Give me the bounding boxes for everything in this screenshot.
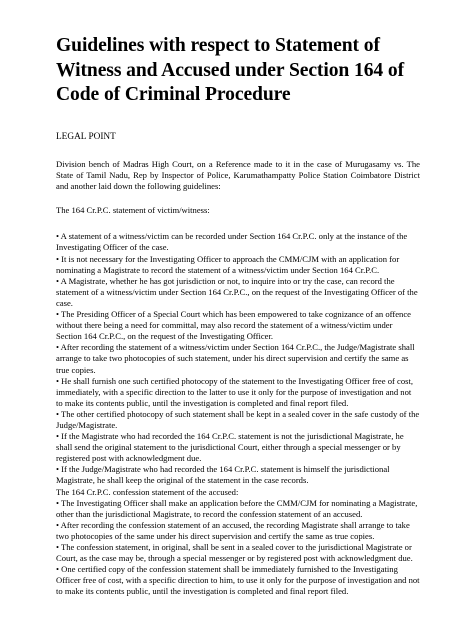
- witness-guidelines-list: [56, 231, 420, 486]
- list-item: • If the Judge/Magistrate who had recorded the 164 Cr.P.C. statement is himself the jurisdictional Magistrate, he shall keep the original of the statement in the case records.: [56, 464, 390, 486]
- list-item: • One certified copy of the confession statement shall be immediately furnished to the Investigating Officer free of cost, with a specific direction to him, to use it only for the purpose of investigation and not to make its contents public, until the investigation is completed and final report filed.: [56, 564, 420, 597]
- category-label: LEGAL POINT: [56, 131, 116, 142]
- witness-section-heading: The 164 Cr.P.C. statement of victim/witness:: [56, 205, 210, 216]
- accused-guidelines-list: [56, 498, 420, 598]
- list-item: • The Investigating Officer shall make an application before the CMM/CJM for nominating a Magistrate, other than the jurisdictional Magistrate, to record the confession statement of an accused.: [56, 497, 418, 519]
- list-item: • After recording the confession statement of an accused, the recording Magistrate shall arrange to take two photocopies of the same under his direct supervision and certify the same as true copies.: [56, 519, 410, 541]
- accused-section-heading: The 164 Cr.P.C. confession statement of the accused:: [56, 486, 239, 497]
- document-title: Guidelines with respect to Statement of Witness and Accused under Section 164 of Code of Criminal Procedure: [56, 35, 405, 105]
- list-item: • A Magistrate, whether he has got jurisdiction or not, to inquire into or try the case, can record the statement of a witness/victim under Section 164 Cr.P.C., on the request of the Investigating Officer of the case.: [56, 275, 418, 308]
- list-item: • It is not necessary for the Investigating Officer to approach the CMM/CJM with an application for nominating a Magistrate to record the statement of a witness/victim under Section 164 Cr.P.C.: [56, 253, 400, 275]
- list-item: • He shall furnish one such certified photocopy of the statement to the Investigating Officer free of cost, immediately, with a specific direction to the latter to use it only for the purpose of investigation and not to make its contents public, until the investigation is completed and final report filed.: [56, 375, 413, 408]
- intro-paragraph: Division bench of Madras High Court, on a Reference made to it in the case of Murugasamy vs. The State of Tamil Nadu, Rep by Inspector of Police, Karumathampatty Police Station Coimbatore District and another laid down the following guidelines:: [56, 159, 420, 192]
- list-item: • After recording the statement of a witness/victim under Section 164 Cr.P.C., the Judge/Magistrate shall arrange to take two photocopies of such statement, under his direct supervision and certify the same as true copies.: [56, 342, 415, 375]
- list-item: • The Presiding Officer of a Special Court which has been empowered to take cognizance of an offence without there being a need for committal, may also record the statement of a witness/victim under Section 164 Cr.P.C., on the request of the Investigating Officer.: [56, 309, 411, 342]
- list-item: • If the Magistrate who had recorded the 164 Cr.P.C. statement is not the jurisdictional Magistrate, he shall send the original statement to the jurisdictional Court, either through a special messenger or by registered post with acknowledgment due.: [56, 431, 404, 464]
- list-item: • A statement of a witness/victim can be recorded under Section 164 Cr.P.C. only at the instance of the Investigating Officer of the case.: [56, 231, 408, 253]
- list-item: • The other certified photocopy of such statement shall be kept in a sealed cover in the safe custody of the Judge/Magistrate.: [56, 408, 420, 430]
- list-item: • The confession statement, in original, shall be sent in a sealed cover to the jurisdictional Magistrate or Court, as the case may be, through a special messenger or by registered post with acknowledgment due.: [56, 542, 413, 564]
